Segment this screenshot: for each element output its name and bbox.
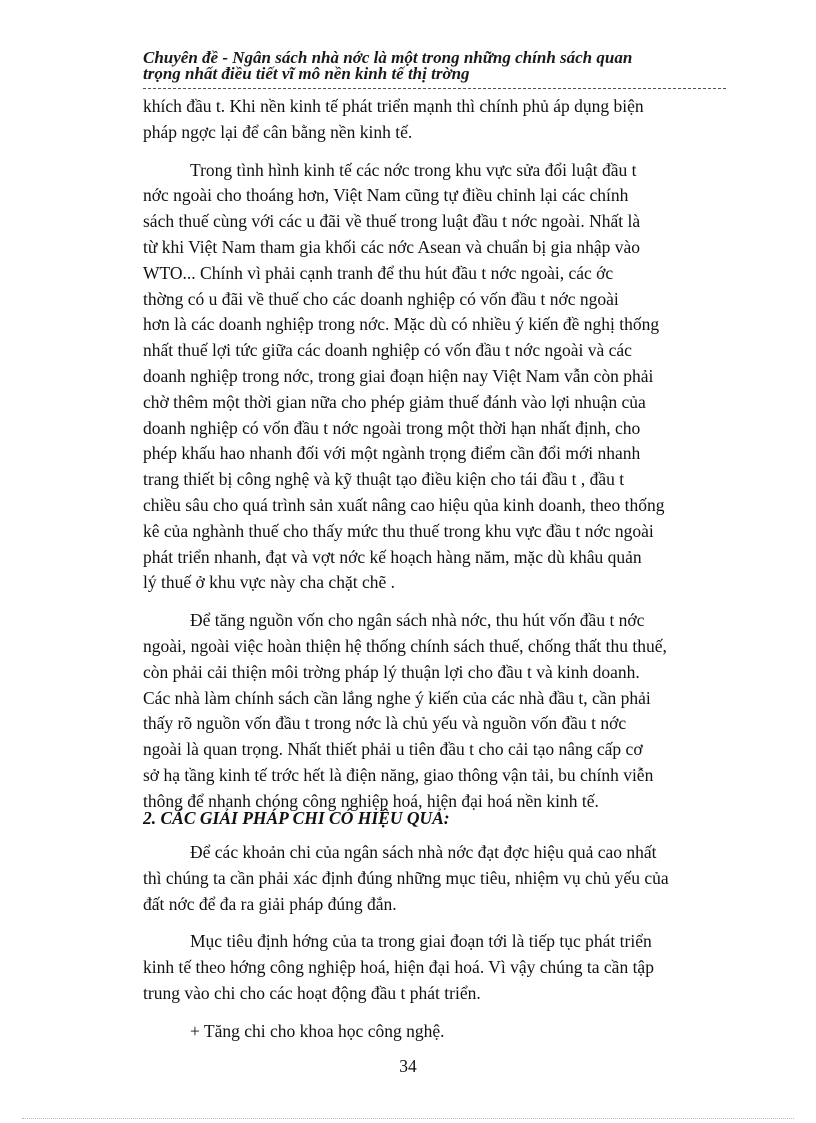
text-line: thông để nhanh chóng công nghiệp hoá, hiện đại hoá nền kinh tế. (143, 790, 599, 811)
text-line: doanh nghiệp có vốn đầu t nớc ngoài trong một thời hạn nhất định, cho (143, 417, 641, 438)
text-line: doanh nghiệp trong nớc, trong giai đoạn hiện nay Việt Nam vẫn còn phải (143, 365, 654, 386)
text-line: trung vào chi cho các hoạt động đầu t phát triển. (143, 982, 481, 1003)
text-line: hơn là các doanh nghiệp trong nớc. Mặc dù có nhiều ý kiến đề nghị thống (143, 314, 660, 335)
footer-divider (22, 1118, 794, 1119)
text-line: thì chúng ta cần phải xác định đúng những mục tiêu, nhiệm vụ chủ yếu của (143, 867, 669, 888)
text-line: phép khấu hao nhanh đối với một ngành trọng điểm cần đổi mới nhanh (143, 443, 641, 464)
text-line: Để các khoản chi của ngân sách nhà nớc đạt đợc hiệu quả cao nhất (190, 842, 657, 862)
paragraph (143, 840, 726, 917)
text-line: pháp ngợc lại để cân bằng nền kinh tế. (143, 121, 413, 142)
text-line: Các nhà làm chính sách cần lắng nghe ý kiến của các nhà đầu t, cần phải (143, 687, 651, 708)
header-line-1: Chuyên đề - Ngân sách nhà nớc là một trong những chính sách quan (143, 48, 633, 67)
paragraph (143, 94, 726, 146)
text-line: Để tăng nguồn vốn cho ngân sách nhà nớc, thu hút vốn đầu t nớc (190, 610, 645, 631)
text-line: từ khi Việt Nam tham gia khối các nớc Asean và chuẩn bị gia nhập vào (143, 236, 641, 257)
text-line: kinh tế theo hớng công nghiệp hoá, hiện đại hoá. Vì vậy chúng ta cần tập (143, 957, 654, 978)
text-line: Trong tình hình kinh tế các nớc trong khu vực sửa đổi luật đầu t (190, 159, 637, 180)
text-line: lý thuế ở khu vực này cha chặt chẽ . (143, 572, 395, 593)
text-line: ngoài, ngoài việc hoàn thiện hệ thống chính sách thuế, chống thất thu thuế, (143, 635, 667, 656)
paragraph (143, 158, 726, 597)
text-line: khích đầu t. Khi nền kinh tế phát triển mạnh thì chính phủ áp dụng biện (143, 96, 644, 116)
text-line: Mục tiêu định hớng của ta trong giai đoạn tới là tiếp tục phát triển (190, 931, 652, 952)
text-line: thấy rõ nguồn vốn đầu t trong nớc là chủ yếu và nguồn vốn đầu t nớc (143, 713, 627, 734)
text-line: WTO... Chính vì phải cạnh tranh để thu hút đầu t nớc ngoài, các ớc (143, 262, 614, 283)
text-line: kê của nghành thuế cho thấy mức thu thuế trong khu vực đầu t nớc ngoài (143, 520, 654, 541)
bullet-item: + Tăng chi cho khoa học công nghệ. (190, 1020, 445, 1041)
text-line: phát triển nhanh, đạt và vợt nớc kế hoạch hàng năm, mặc dù khâu quản (143, 546, 642, 567)
paragraph (143, 1019, 726, 1045)
text-line: nhất thuế lợi tức giữa các doanh nghiệp có vốn đầu t nớc ngoài và các (143, 340, 632, 361)
text-line: thờng có u đãi về thuế cho các doanh nghiệp có vốn đầu t nớc ngoài (143, 288, 619, 309)
text-line: chờ thêm một thời gian nữa cho phép giảm thuế đánh vào lợi nhuận của (143, 391, 646, 412)
text-line: trang thiết bị công nghệ và kỹ thuật tạo điều kiện cho tái đầu t , đầu t (143, 469, 625, 490)
header-line-2: trọng nhất điều tiết vĩ mô nền kinh tế thị trờng (143, 64, 470, 83)
text-line: nớc ngoài cho thoáng hơn, Việt Nam cũng tự điều chỉnh lại các chính (143, 185, 629, 206)
text-line: sách thuế cùng với các u đãi về thuế trong luật đầu t nớc ngoài. Nhất là (143, 211, 641, 232)
text-line: còn phải cải thiện môi trờng pháp lý thuận lợi cho đầu t và kinh doanh. (143, 661, 640, 682)
body-text (143, 94, 726, 827)
paragraph (143, 929, 726, 1006)
text-line: ngoài là quan trọng. Nhất thiết phải u tiên đầu t cho cải tạo nâng cấp cơ (143, 739, 643, 760)
page-number: 34 (399, 1056, 417, 1076)
section-heading: 2. CÁC GIẢI PHÁP CHI CÓ HIỆU QUẢ: (143, 808, 450, 828)
text-line: chiều sâu cho quá trình sản xuất nâng cao hiệu qủa kinh doanh, theo thống (143, 494, 665, 515)
header-divider (143, 88, 726, 89)
text-line: đất nớc để đa ra giải pháp đúng đắn. (143, 893, 397, 914)
page-header (143, 50, 723, 82)
body-text-section-2 (143, 840, 726, 1057)
paragraph (143, 608, 726, 814)
text-line: sở hạ tầng kinh tế trớc hết là điện năng, giao thông vận tải, bu chính viễn (143, 764, 654, 785)
